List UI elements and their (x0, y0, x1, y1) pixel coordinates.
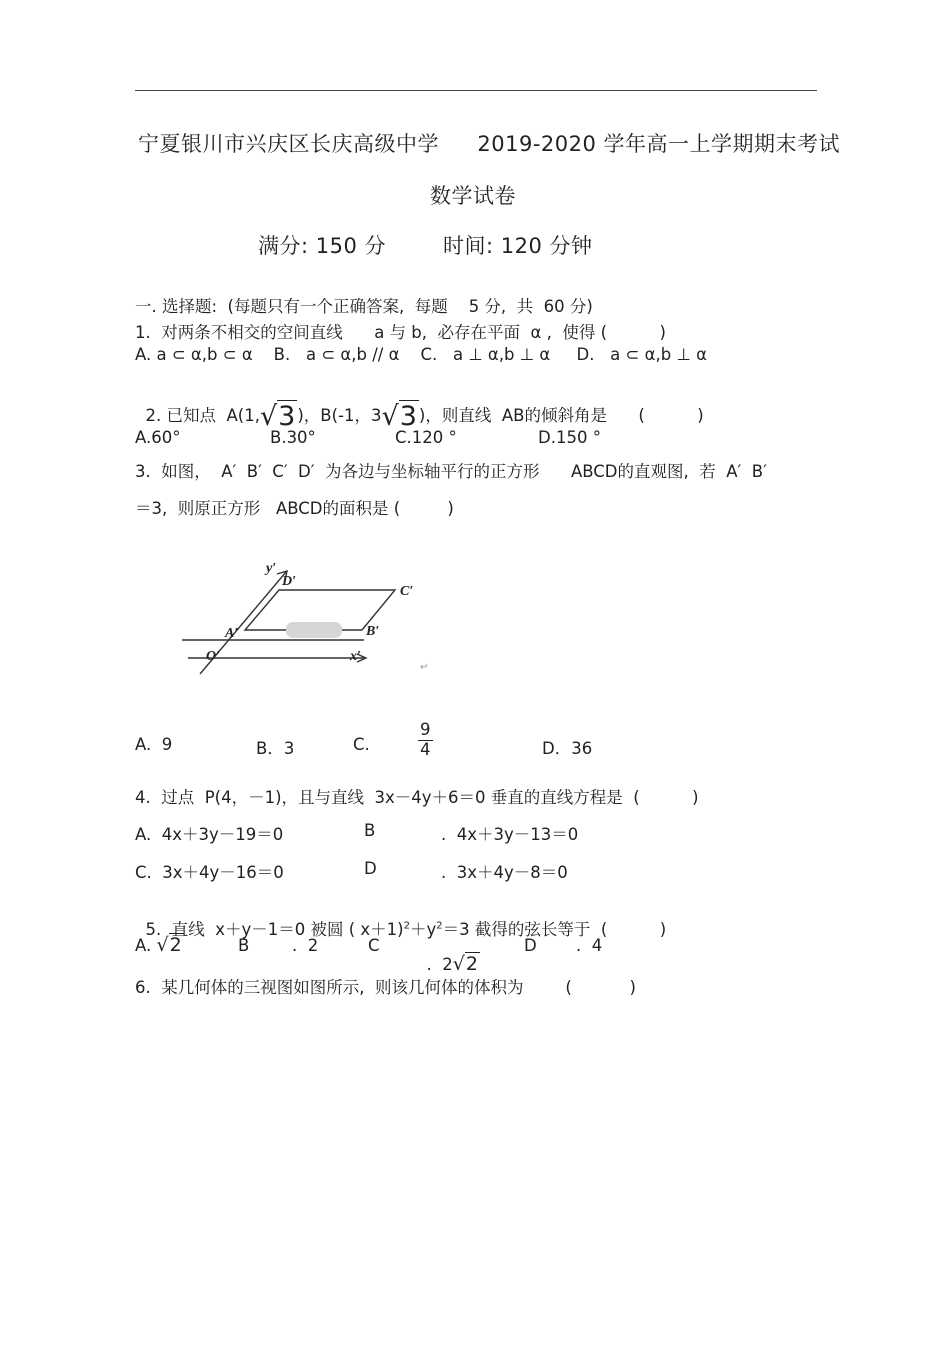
q5-option-b: . 2 (292, 936, 319, 955)
label-o: O′ (206, 649, 221, 664)
q3-figure (178, 552, 438, 677)
q2-stem-part1: 2. 已知点 A(1, (145, 406, 260, 425)
q2-option-d: D.150 ° (538, 428, 601, 447)
q5-option-a-label: A. (135, 936, 152, 955)
q5-stem-part2: ＋y (410, 920, 437, 939)
label-d: D′ (282, 574, 297, 589)
title-school: 宁夏银川市兴庆区长庆高级中学 (138, 132, 439, 156)
q3-option-b: B．3 (256, 739, 295, 758)
q1-stem: 1. 对两条不相交的空间直线 a 与 b, 必存在平面 α , 使得 ( ) (135, 323, 666, 342)
q5-option-b-label: B (238, 936, 250, 955)
q5-option-c (416, 934, 480, 975)
oblique-drawing (178, 552, 438, 677)
q2-stem (135, 383, 704, 430)
blurred-mark (286, 622, 342, 638)
sqrt-icon: √3 (259, 401, 296, 432)
q4-option-d-label: D (364, 859, 377, 878)
fraction (418, 721, 433, 760)
label-b: B′ (366, 624, 380, 639)
q5-option-a-radicand: 2 (169, 934, 182, 956)
fraction-denominator: 4 (420, 739, 431, 759)
label-a: A′ (225, 626, 239, 641)
q3-option-c: C. (353, 735, 370, 754)
sqrt-icon: √2 (452, 953, 478, 975)
q4-option-d: . 3x＋4y－8＝0 (441, 863, 568, 882)
q2-option-b: B.30° (270, 428, 316, 447)
label-y: y′ (266, 561, 277, 576)
q3-stem-line1: 3. 如图， A′ B′ C′ D′ 为各边与坐标轴平行的正方形 ABCD的直观图, 若 A′ B′ (135, 462, 767, 481)
q5-option-c-label: C (368, 936, 380, 955)
full-score: 满分: 150 分 (258, 234, 387, 258)
q5-stem (135, 897, 666, 940)
q3-option-a: A. 9 (135, 735, 173, 754)
label-x: x′ (350, 649, 361, 664)
q4-option-b-label: B (364, 821, 376, 840)
q4-option-c: C. 3x＋4y－16＝0 (135, 863, 284, 882)
q1-options: A. a ⊂ α,b ⊂ α B. a ⊂ α,b // α C. a ⊥ α,b ⊥ α D. a ⊂ α,b ⊥ α (135, 345, 707, 364)
title-exam: 2019-2020 学年高一上学期期末考试 (477, 132, 841, 156)
q3-option-d: D．36 (542, 739, 593, 758)
exam-time: 时间: 120 分钟 (443, 234, 593, 258)
q3-stem-line2: ＝3, 则原正方形 ABCD的面积是 ( ) (135, 499, 454, 518)
q5-option-c-text: . 2 (426, 955, 453, 974)
q3-option-c-fraction (418, 720, 433, 760)
q4-stem: 4. 过点 P(4，－1)，且与直线 3x－4y＋6＝0 垂直的直线方程是 ( ) (135, 788, 699, 807)
q5-option-c-radicand: 2 (465, 953, 478, 975)
q5-exponent-1: 2 (403, 920, 410, 932)
fraction-numerator: 9 (420, 720, 431, 739)
q4-option-b: . 4x＋3y－13＝0 (441, 825, 579, 844)
label-c: C′ (400, 584, 414, 599)
exam-subtitle: 数学试卷 (430, 184, 516, 208)
exam-title (138, 128, 840, 158)
return-mark-icon: ↵ (420, 662, 429, 673)
sqrt-icon: √3 (381, 401, 417, 432)
section-heading: 一. 选择题: (每题只有一个正确答案, 每题 5 分, 共 60 分) (135, 297, 593, 316)
q2-option-a: A.60° (135, 428, 181, 447)
q5-stem-part1: 5. 直线 x＋y－1＝0 被圆 ( x＋1) (145, 920, 404, 939)
q5-stem-part3: ＝3 截得的弦长等于 ( ) (442, 920, 667, 939)
top-rule (135, 90, 817, 91)
q2-radicand-2: 3 (399, 401, 417, 432)
q2-stem-part2: )，B(-1，3 (297, 406, 382, 425)
q2-option-c: C.120 ° (395, 428, 457, 447)
q4-option-a: A. 4x＋3y－19＝0 (135, 825, 284, 844)
q5-exponent-2: 2 (436, 920, 443, 932)
q6-stem: 6. 某几何体的三视图如图所示, 则该几何体的体积为 ( ) (135, 978, 636, 997)
q5-option-d: . 4 (576, 936, 603, 955)
q2-stem-part3: )，则直线 AB的倾斜角是 ( ) (418, 406, 704, 425)
sqrt-icon: √2 (156, 934, 182, 956)
q5-option-d-label: D (524, 936, 537, 955)
q2-radicand-1: 3 (278, 401, 296, 432)
q5-option-a (135, 934, 184, 956)
